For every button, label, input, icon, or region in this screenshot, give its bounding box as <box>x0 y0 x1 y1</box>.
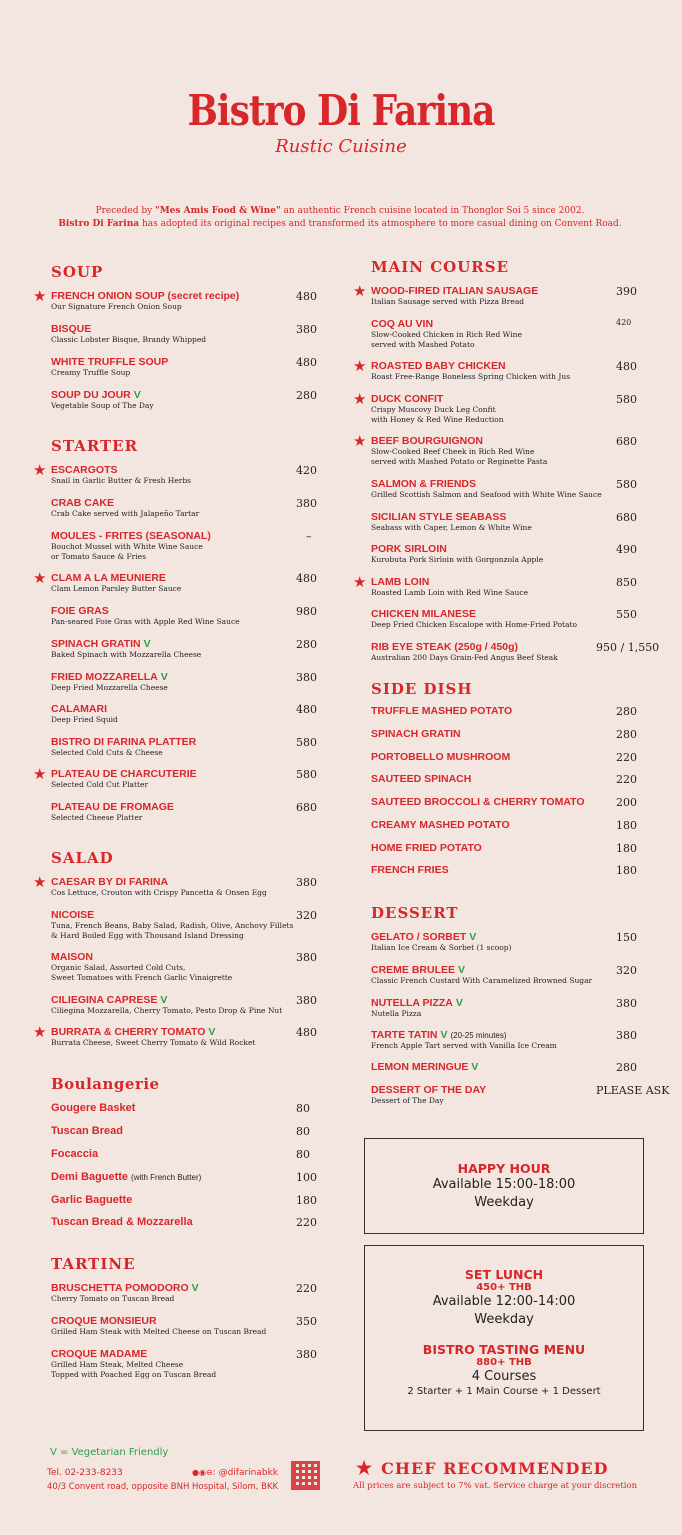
menu-item <box>51 703 351 725</box>
menu-item-description: Deep Fried Chicken Escalope with Home-Fried Potato <box>371 620 578 629</box>
menu-item-description: with Honey & Red Wine Reduction <box>371 415 504 424</box>
vegetarian-mark: V <box>455 997 463 1009</box>
menu-item-name-text: CHICKEN MILANESE <box>371 608 477 620</box>
menu-item <box>51 1194 351 1206</box>
menu-item-price: 180 <box>616 864 637 877</box>
menu-item-description: or Tomato Sauce & Fries <box>51 552 146 561</box>
menu-item-name-text: NICOISE <box>51 909 95 921</box>
menu-item-note: (20-25 minutes) <box>450 1031 507 1040</box>
menu-item-name-text: TARTE TATIN <box>371 1029 438 1041</box>
menu-item <box>51 323 351 345</box>
intro-bold-2: Bistro Di Farina <box>58 219 140 229</box>
menu-item <box>51 605 351 627</box>
menu-item-name-text: SALMON & FRIENDS <box>371 478 476 490</box>
menu-item-description: Slow-Cooked Beef Cheek in Rich Red Wine <box>371 447 535 456</box>
menu-item-price: 100 <box>296 1171 317 1184</box>
menu-item-name-text: SOUP DU JOUR <box>51 389 131 401</box>
menu-item-name-text: SPINACH GRATIN <box>51 638 141 650</box>
menu-item-price: 480 <box>296 703 317 716</box>
menu-item-name-text: SPINACH GRATIN <box>371 728 461 740</box>
menu-item <box>51 736 351 758</box>
star-icon: ★ <box>33 873 47 891</box>
happy-hour-title: HAPPY HOUR <box>457 1161 551 1176</box>
menu-item-description: Clam Lemon Parsley Butter Sauce <box>51 584 182 593</box>
happy-hour-days: Weekday <box>474 1195 534 1210</box>
menu-item <box>51 1315 351 1337</box>
menu-item-name-text: CILIEGINA CAPRESE <box>51 994 158 1006</box>
menu-item-price: 380 <box>296 671 317 684</box>
menu-item <box>51 389 351 411</box>
menu-item-name-text: DUCK CONFIT <box>371 393 444 405</box>
menu-item <box>353 282 671 307</box>
menu-item <box>51 1171 351 1183</box>
menu-item-name-text: COQ AU VIN <box>371 318 434 330</box>
menu-item-price: 220 <box>616 751 637 764</box>
menu-item-name-text: Tuscan Bread <box>51 1125 123 1137</box>
set-lunch-time: Available 12:00-14:00 <box>432 1294 576 1309</box>
menu-item-price: 80 <box>296 1148 310 1161</box>
menu-item <box>371 608 671 630</box>
menu-item-description: Grilled Ham Steak with Melted Cheese on Tuscan Bread <box>51 1327 267 1336</box>
menu-item-description: & Hard Boiled Egg with Thousand Island Dressing <box>51 931 244 940</box>
menu-item <box>51 909 351 941</box>
menu-item-description: Classic French Custard With Caramelized Browned Sugar <box>371 976 593 985</box>
brand-name: Bistro Di Farina <box>187 86 495 136</box>
menu-item-name-text: Gougere Basket <box>51 1102 136 1114</box>
menu-item-price: 380 <box>296 323 317 336</box>
menu-item <box>371 1029 671 1051</box>
menu-item-name-text: CAESAR BY DI FARINA <box>51 876 169 888</box>
menu-item-price: 80 <box>296 1102 310 1115</box>
menu-item <box>371 728 671 740</box>
menu-item-description: Ciliegina Mozzarella, Cherry Tomato, Pesto Drop & Pine Nut <box>51 1006 283 1015</box>
menu-item-price: 380 <box>296 951 317 964</box>
menu-item <box>371 1084 671 1106</box>
menu-item <box>371 705 671 717</box>
menu-item-price: 950 / 1,550 <box>596 641 660 654</box>
menu-item-price: 850 <box>616 576 637 589</box>
menu-item-description: Nutella Pizza <box>371 1009 422 1018</box>
menu-item-price: – <box>306 530 312 543</box>
intro-post-2: has adopted its original recipes and transformed its atmosphere to more casual dining on Convent Road. <box>139 219 622 229</box>
social-handle[interactable] <box>192 1468 278 1478</box>
section-title-side-dish: SIDE DISH <box>371 680 473 698</box>
menu-item-description: served with Mashed Potato <box>371 340 475 349</box>
menu-item <box>33 765 351 790</box>
menu-item-price: 980 <box>296 605 317 618</box>
menu-item-price: 480 <box>296 290 317 303</box>
menu-item-name-text: Demi Baguette <box>51 1171 129 1183</box>
menu-item-name-text: FRENCH ONION SOUP (secret recipe) <box>51 290 240 302</box>
menu-item <box>51 1348 351 1380</box>
menu-item-description: Snail in Garlic Butter & Fresh Herbs <box>51 476 192 485</box>
tasting-menu-detail: 2 Starter + 1 Main Course + 1 Dessert <box>407 1386 601 1397</box>
menu-item-description: Burrata Cheese, Sweet Cherry Tomato & Wild Rocket <box>51 1038 256 1047</box>
menu-item-name-text: SAUTEED SPINACH <box>371 773 472 785</box>
set-lunch-title: SET LUNCH <box>464 1267 544 1282</box>
menu-item <box>353 432 671 467</box>
menu-item-name-text: FOIE GRAS <box>51 605 109 617</box>
menu-item-name-text: RIB EYE STEAK (250g / 450g) <box>371 641 519 653</box>
social-handle-text: : @difarinabkk <box>212 1468 279 1478</box>
menu-item <box>371 796 671 808</box>
star-icon: ★ <box>353 357 367 375</box>
menu-item-description: Crab Cake served with Jalapeño Tartar <box>51 509 200 518</box>
menu-item <box>51 530 351 562</box>
star-icon: ★ <box>353 390 367 408</box>
menu-item-description: Deep Fried Squid <box>51 715 118 724</box>
menu-item-price: 420 <box>296 464 317 477</box>
phone-number[interactable]: Tel. 02-233-8233 <box>47 1468 123 1478</box>
menu-item-name-text: MAISON <box>51 951 93 963</box>
address: 40/3 Convent road, opposite BNH Hospital, Silom, BKK <box>47 1482 279 1492</box>
menu-item-price: 380 <box>296 876 317 889</box>
menu-item-description: Bouchot Mussel with White Wine Sauce <box>51 542 203 551</box>
menu-item <box>51 994 351 1016</box>
section-title-dessert: DESSERT <box>371 904 459 922</box>
menu-item-description: Our Signature French Onion Soup <box>51 302 182 311</box>
menu-item-description: Selected Cheese Platter <box>51 813 143 822</box>
brand-tagline: Rustic Cuisine <box>275 136 407 157</box>
menu-item-description: French Apple Tart served with Vanilla Ice Cream <box>371 1041 557 1050</box>
vegetarian-mark: V <box>469 931 477 943</box>
menu-item-description: Roast Free-Range Boneless Spring Chicken with Jus <box>371 372 571 381</box>
menu-item-price: 580 <box>616 478 637 491</box>
menu-item-description: Grilled Ham Steak, Melted Cheese <box>51 1360 184 1369</box>
chef-recommended-legend <box>356 1458 608 1479</box>
menu-item-price: 680 <box>296 801 317 814</box>
star-icon: ★ <box>353 573 367 591</box>
section-title-salad: SALAD <box>51 849 114 867</box>
menu-item-name-text: MOULES - FRITES (SEASONAL) <box>51 530 211 542</box>
menu-item-price: 480 <box>616 360 637 373</box>
menu-item-description: Kurobuta Pork Sirloin with Gorgonzola Apple <box>371 555 544 564</box>
menu-item-description: Selected Cold Cuts & Cheese <box>51 748 163 757</box>
menu-item-name-text: ESCARGOTS <box>51 464 118 476</box>
intro-pre: Preceded by <box>95 206 156 216</box>
menu-item-price: 200 <box>616 796 637 809</box>
menu-item-name-text: NUTELLA PIZZA <box>371 997 453 1009</box>
vegetarian-mark: V <box>143 638 151 650</box>
star-icon: ★ <box>353 282 367 300</box>
menu-item-price: 280 <box>616 728 637 741</box>
tasting-menu-courses: 4 Courses <box>471 1369 537 1384</box>
menu-item <box>353 357 671 382</box>
menu-item <box>371 543 671 565</box>
menu-item-description: Cos Lettuce, Crouton with Crispy Pancetta & Onsen Egg <box>51 888 267 897</box>
tasting-menu-title: BISTRO TASTING MENU <box>422 1342 586 1357</box>
menu-item-name-text: PORK SIRLOIN <box>371 543 447 555</box>
menu-item-description: Creamy Truffle Soup <box>51 368 131 377</box>
menu-item-name-text: LEMON MERINGUE <box>371 1061 469 1073</box>
menu-item-price: 420 <box>616 318 632 327</box>
menu-item-description: Seabass with Caper, Lemon & White Wine <box>371 523 532 532</box>
star-icon: ★ <box>33 287 47 305</box>
menu-item <box>33 873 351 898</box>
menu-item-name-text: LAMB LOIN <box>371 576 430 588</box>
menu-item-price: 320 <box>296 909 317 922</box>
menu-item-description: Australian 200 Days Grain-Fed Angus Beef Steak <box>371 653 558 662</box>
menu-item <box>371 864 671 876</box>
menu-item <box>371 511 671 533</box>
menu-item-price: 480 <box>296 1026 317 1039</box>
menu-item-description: Classic Lobster Bisque, Brandy Whipped <box>51 335 207 344</box>
menu-item-name-text: BISQUE <box>51 323 92 335</box>
happy-hour-box <box>364 1138 644 1234</box>
menu-item-price: 180 <box>616 819 637 832</box>
menu-item-price: 220 <box>296 1282 317 1295</box>
menu-item <box>51 638 351 660</box>
menu-item-name-text: WHITE TRUFFLE SOUP <box>51 356 169 368</box>
menu-item-name-text: WOOD-FIRED ITALIAN SAUSAGE <box>371 285 539 297</box>
menu-item <box>371 931 671 953</box>
menu-item-price: 390 <box>616 285 637 298</box>
menu-item-name-text: BISTRO DI FARINA PLATTER <box>51 736 197 748</box>
menu-item-price: 280 <box>296 638 317 651</box>
menu-item-name-text: DESSERT OF THE DAY <box>371 1084 487 1096</box>
section-title-boulangerie: Boulangerie <box>51 1075 160 1093</box>
star-icon: ★ <box>356 1458 374 1479</box>
menu-item-name-text: FRIED MOZZARELLA <box>51 671 158 683</box>
menu-item <box>51 356 351 378</box>
star-icon: ★ <box>33 1023 47 1041</box>
menu-item-description: Pan-seared Foie Gras with Apple Red Wine Sauce <box>51 617 240 626</box>
menu-item-price: 380 <box>616 1029 637 1042</box>
menu-item <box>51 1216 351 1228</box>
menu-item-name-text: SICILIAN STYLE SEABASS <box>371 511 507 523</box>
menu-item <box>353 573 671 598</box>
menu-item-description: Roasted Lamb Loin with Red Wine Sauce <box>371 588 529 597</box>
menu-item-price: 680 <box>616 435 637 448</box>
menu-item-price: 490 <box>616 543 637 556</box>
menu-item-name-text: BURRATA & CHERRY TOMATO <box>51 1026 206 1038</box>
menu-item-price: 380 <box>296 497 317 510</box>
menu-item <box>371 1061 671 1073</box>
vegetarian-mark: V <box>133 389 141 401</box>
menu-item-price: 220 <box>296 1216 317 1229</box>
menu-item <box>371 997 671 1019</box>
vegetarian-mark: V <box>471 1061 479 1073</box>
menu-item-description: Dessert of The Day <box>371 1096 444 1105</box>
section-title-tartine: TARTINE <box>51 1255 136 1273</box>
menu-item <box>371 478 671 500</box>
menu-item <box>371 641 671 663</box>
menu-item <box>371 964 671 986</box>
menu-item <box>51 1125 351 1137</box>
menu-item-price: 180 <box>296 1194 317 1207</box>
intro-text <box>40 205 640 231</box>
menu-item-name-text: CLAM A LA MEUNIERE <box>51 572 166 584</box>
star-icon: ★ <box>33 569 47 587</box>
menu-item-name-text: PORTOBELLO MUSHROOM <box>371 751 511 763</box>
menu-item <box>33 1023 351 1048</box>
menu-item-description: Tuna, French Beans, Baby Salad, Radish, Olive, Anchovy Fillets <box>51 921 294 930</box>
menu-item <box>371 318 671 350</box>
menu-item-description: Crispy Muscovy Duck Leg Confit <box>371 405 496 414</box>
menu-item-note: (with French Butter) <box>131 1173 202 1182</box>
menu-item-name-text: BEEF BOURGUIGNON <box>371 435 484 447</box>
menu-item-price: 350 <box>296 1315 317 1328</box>
intro-post-1: an authentic French cuisine located in Thonglor Soi 5 since 2002. <box>280 206 585 216</box>
menu-item-description: Italian Sausage served with Pizza Bread <box>371 297 525 306</box>
menu-item-price: 280 <box>616 705 637 718</box>
menu-item-name-text: GELATO / SORBET <box>371 931 467 943</box>
menu-item-name-text: Tuscan Bread & Mozzarella <box>51 1216 193 1228</box>
menu-item-name-text: PLATEAU DE FROMAGE <box>51 801 174 813</box>
section-title-starter: STARTER <box>51 437 139 455</box>
menu-item <box>51 671 351 693</box>
menu-item <box>33 287 351 312</box>
menu-item-price: 480 <box>296 356 317 369</box>
menu-item-description: Grilled Scottish Salmon and Seafood with White Wine Sauce <box>371 490 602 499</box>
menu-item-price: 580 <box>296 736 317 749</box>
menu-item-description: Baked Spinach with Mozzarella Cheese <box>51 650 202 659</box>
menu-item-price: PLEASE ASK <box>596 1084 670 1097</box>
happy-hour-time: Available 15:00-18:00 <box>432 1177 576 1192</box>
menu-item-name-text: CREAMY MASHED POTATO <box>371 819 510 831</box>
menu-item-price: 580 <box>616 393 637 406</box>
menu-item <box>51 801 351 823</box>
menu-item-name-text: TRUFFLE MASHED POTATO <box>371 705 513 717</box>
menu-item-name-text: FRENCH FRIES <box>371 864 449 876</box>
menu-item-price: 80 <box>296 1125 310 1138</box>
section-title-soup: SOUP <box>51 263 104 281</box>
menu-item-name-text: CREME BRULEE <box>371 964 456 976</box>
star-icon: ★ <box>33 461 47 479</box>
menu-item-name-text: CROQUE MADAME <box>51 1348 148 1360</box>
menu-item-price: 380 <box>296 994 317 1007</box>
menu-item <box>371 842 671 854</box>
chef-recommended-label: CHEF RECOMMENDED <box>381 1459 609 1478</box>
menu-item-price: 580 <box>296 768 317 781</box>
menu-item-name-text: Garlic Baguette <box>51 1194 133 1206</box>
menu-item <box>33 569 351 594</box>
menu-item-description: Italian Ice Cream & Sorbet (1 scoop) <box>371 943 512 952</box>
menu-item <box>371 773 671 785</box>
menu-item-description: Organic Salad, Assorted Cold Cuts, <box>51 963 186 972</box>
veg-legend: V = Vegetarian Friendly <box>50 1447 169 1458</box>
menu-item-description: Topped with Poached Egg on Tuscan Bread <box>51 1370 217 1379</box>
menu-item-name-text: BRUSCHETTA POMODORO <box>51 1282 189 1294</box>
set-lunch-days: Weekday <box>474 1312 534 1327</box>
menu-item-description: served with Mashed Potato or Reginette Pasta <box>371 457 548 466</box>
menu-item-name-text: PLATEAU DE CHARCUTERIE <box>51 768 197 780</box>
section-title-main-course: MAIN COURSE <box>371 258 510 276</box>
menu-item-price: 320 <box>616 964 637 977</box>
menu-item-price: 480 <box>296 572 317 585</box>
menu-item-name-text: CRAB CAKE <box>51 497 114 509</box>
menu-item-price: 380 <box>296 1348 317 1361</box>
vegetarian-mark: V <box>160 994 168 1006</box>
star-icon: ★ <box>33 765 47 783</box>
menu-item <box>51 497 351 519</box>
set-lunch-box <box>364 1245 644 1431</box>
menu-item <box>371 751 671 763</box>
star-icon: ★ <box>353 432 367 450</box>
menu-item-description: Vegetable Soup of The Day <box>51 401 154 410</box>
menu-item <box>51 1102 351 1114</box>
menu-item-price: 180 <box>616 842 637 855</box>
vegetarian-mark: V <box>208 1026 216 1038</box>
social-icons: ●◉⊖ <box>192 1468 213 1477</box>
menu-item-name-text: CROQUE MONSIEUR <box>51 1315 157 1327</box>
qr-code[interactable] <box>291 1461 320 1490</box>
menu-item-price: 680 <box>616 511 637 524</box>
prices-note: All prices are subject to 7% vat. Service charge at your discretion <box>353 1481 638 1491</box>
menu-item-description: Selected Cold Cut Platter <box>51 780 149 789</box>
intro-bold-1: "Mes Amis Food & Wine" <box>155 206 281 216</box>
vegetarian-mark: V <box>440 1029 448 1041</box>
set-lunch-price: 450+ THB <box>476 1282 532 1293</box>
menu-item-price: 280 <box>296 389 317 402</box>
menu-item-description: Sweet Tomatoes with French Garlic Vinaigrette <box>51 973 233 982</box>
menu-item-description: Slow-Cooked Chicken in Rich Red Wine <box>371 330 522 339</box>
vegetarian-mark: V <box>191 1282 199 1294</box>
menu-item-name-text: HOME FRIED POTATO <box>371 842 482 854</box>
menu-item <box>371 819 671 831</box>
menu-item-name-text: Focaccia <box>51 1148 99 1160</box>
menu-item-description: Cherry Tomato on Tuscan Bread <box>51 1294 175 1303</box>
menu-item <box>33 461 351 486</box>
menu-item-price: 550 <box>616 608 637 621</box>
menu-item-price: 280 <box>616 1061 637 1074</box>
menu-item-name-text: ROASTED BABY CHICKEN <box>371 360 506 372</box>
menu-item-description: Deep Fried Mozzarella Cheese <box>51 683 168 692</box>
menu-item-price: 380 <box>616 997 637 1010</box>
vegetarian-mark: V <box>458 964 466 976</box>
menu-item <box>51 1148 351 1160</box>
menu-item-name-text: CALAMARI <box>51 703 107 715</box>
menu-header <box>0 86 682 157</box>
menu-item <box>353 390 671 425</box>
menu-item <box>51 1282 351 1304</box>
vegetarian-mark: V <box>160 671 168 683</box>
menu-item-price: 220 <box>616 773 637 786</box>
tasting-menu-price: 880+ THB <box>476 1357 532 1368</box>
menu-item <box>51 951 351 983</box>
menu-item-price: 150 <box>616 931 637 944</box>
menu-item-name-text: SAUTEED BROCCOLI & CHERRY TOMATO <box>371 796 585 808</box>
